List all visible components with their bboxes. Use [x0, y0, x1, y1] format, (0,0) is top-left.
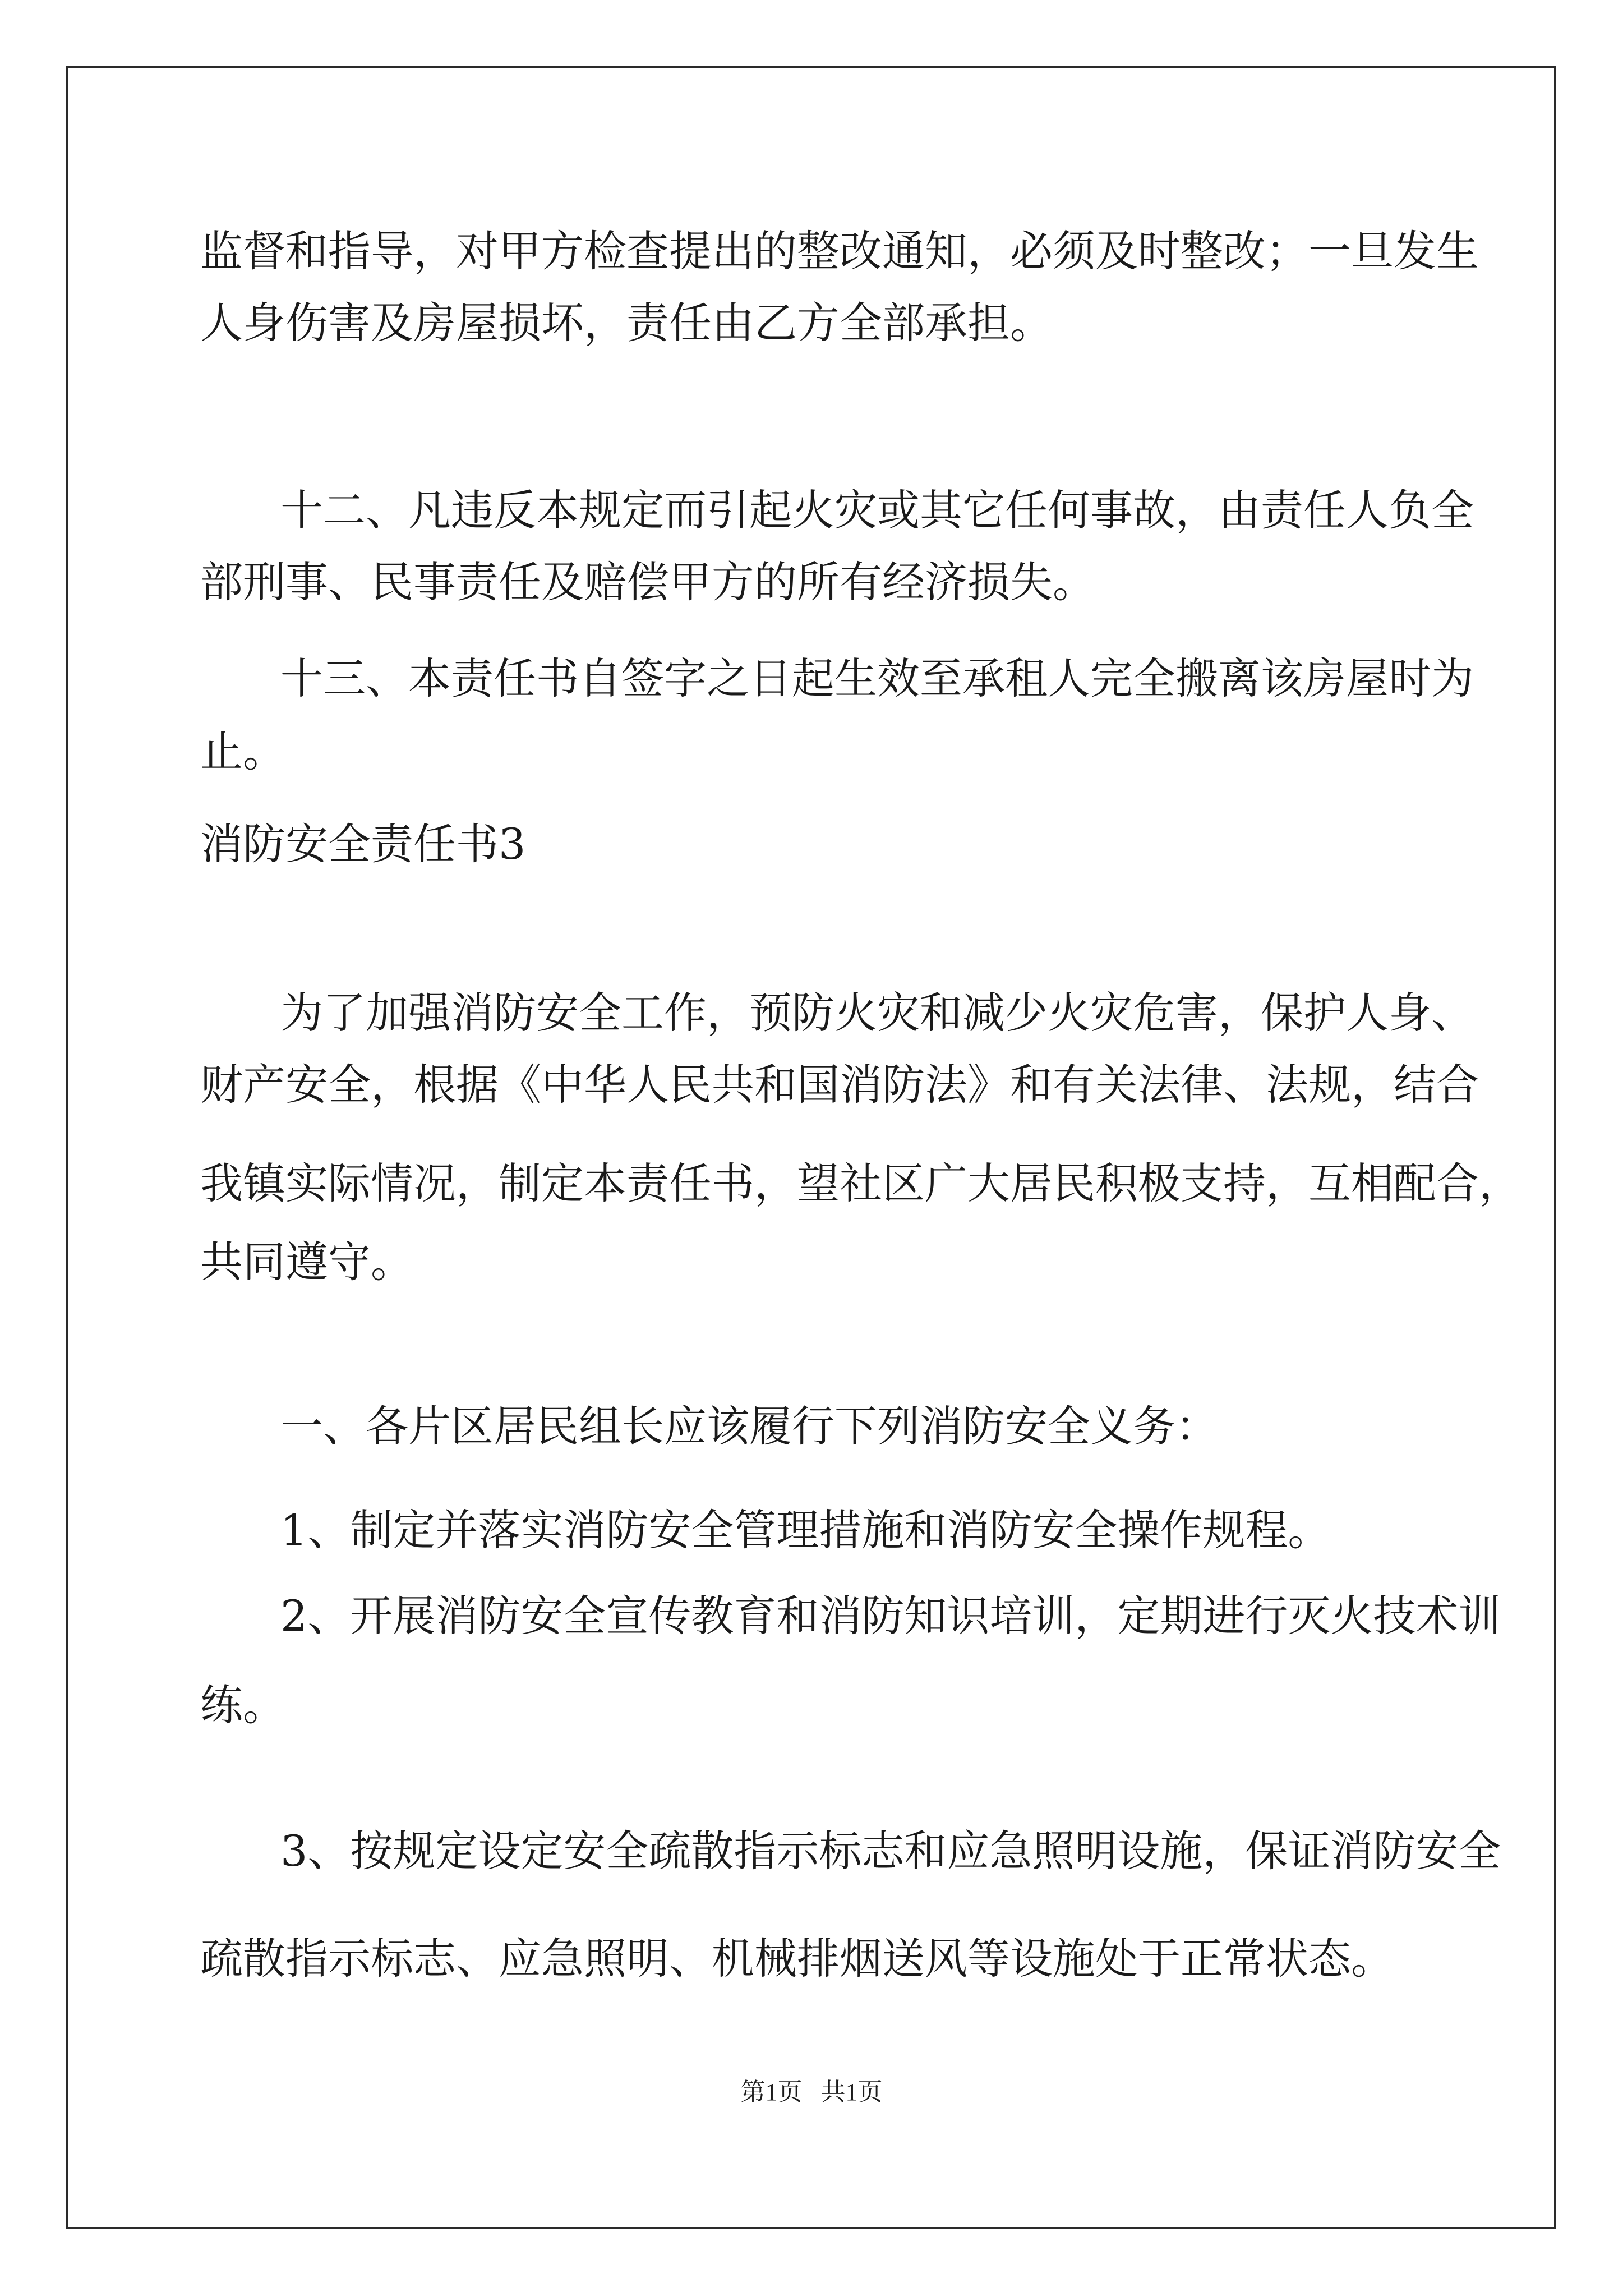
paragraph-line: 我镇实际情况，制定本责任书，望社区广大居民积极支持，互相配合， [200, 1158, 1521, 1208]
body-text-line: 人身伤害及房屋损坏，责任由乙方全部承担。 [200, 298, 1053, 348]
page-border [66, 66, 1556, 2229]
paragraph-line: 为了加强消防安全工作，预防火灾和减少火灾危害，保护人身、 [280, 988, 1474, 1038]
paragraph-line: 财产安全，根据《中华人民共和国消防法》和有关法律、法规，结合 [200, 1060, 1479, 1110]
paragraph-line: 共同遵守。 [200, 1237, 413, 1287]
body-text-line: 监督和指导，对甲方检查提出的整改通知，必须及时整改；一旦发生 [200, 226, 1479, 276]
page-footer: 第1页 共1页 [740, 2078, 883, 2106]
clause-1-heading: 一、各片区居民组长应该履行下列消防安全义务： [280, 1401, 1218, 1451]
list-item: 3、按规定设定安全疏散指示标志和应急照明设施，保证消防安全 [280, 1826, 1501, 1876]
list-item: 2、开展消防安全宣传教育和消防知识培训，定期进行灭火技术训 [280, 1591, 1501, 1641]
list-item-continuation: 疏散指示标志、应急照明、机械排烟送风等设施处于正常状态。 [200, 1934, 1394, 1984]
list-item-continuation: 练。 [200, 1680, 285, 1730]
clause-12-line: 十二、凡违反本规定而引起火灾或其它任何事故，由责任人负全 [280, 485, 1474, 535]
body-text-line: 部刑事、民事责任及赔偿甲方的所有经济损失。 [200, 557, 1095, 607]
clause-13-line: 十三、本责任书自签字之日起生效至承租人完全搬离该房屋时为 [280, 654, 1474, 703]
list-item: 1、制定并落实消防安全管理措施和消防安全操作规程。 [280, 1505, 1331, 1555]
body-text-line: 止。 [200, 726, 285, 776]
section-heading: 消防安全责任书3 [200, 819, 526, 869]
